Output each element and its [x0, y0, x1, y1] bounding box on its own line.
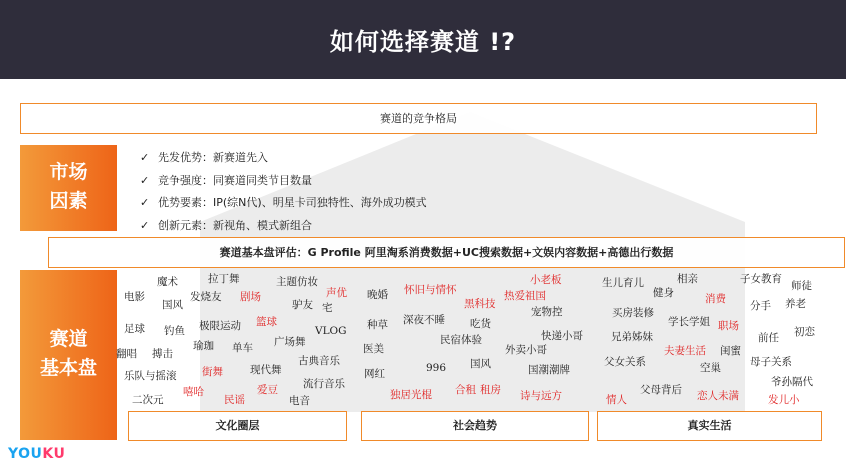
- word-tag-life: 父女关系: [604, 356, 646, 368]
- check-icon: ✓: [140, 173, 150, 187]
- word-tag-social: 种草: [367, 319, 388, 331]
- assessment-box: [48, 237, 845, 268]
- word-tag-culture: 单车: [232, 342, 253, 354]
- word-tag-culture: 搏击: [152, 348, 173, 360]
- word-tag-culture: 国风: [162, 299, 183, 311]
- word-tag-life: 消费: [705, 293, 726, 305]
- word-tag-culture: 乐队与摇滚: [124, 370, 177, 382]
- market-tag-line1: 市场: [49, 161, 88, 183]
- word-tag-life: 分手: [750, 300, 771, 312]
- word-tag-culture: 民谣: [224, 394, 245, 406]
- list-item: ✓ 竞争强度：同赛道同类节目数量: [140, 170, 427, 193]
- page-title: 如何选择赛道 !?: [329, 28, 517, 56]
- word-tag-culture: 驴友: [292, 299, 313, 311]
- word-tag-life: 生儿育儿: [602, 277, 644, 289]
- word-tag-social: 医美: [363, 343, 384, 355]
- word-tag-culture: 爱豆: [257, 384, 278, 396]
- word-tag-life: 夫妻生活: [664, 345, 706, 357]
- check-icon: ✓: [140, 218, 150, 232]
- list-item: ✓ 优势要素：IP(综N代)、明星卡司独特性、海外成功模式: [140, 192, 427, 215]
- word-tag-social: 吃货: [470, 318, 491, 330]
- word-tag-culture: 翻唱: [116, 348, 137, 360]
- base-tag: [20, 270, 117, 440]
- word-tag-social: 黑科技: [464, 298, 496, 310]
- word-tag-social: 国风: [470, 358, 491, 370]
- header-bar: [0, 0, 846, 79]
- check-icon: ✓: [140, 151, 150, 164]
- list-item: ✓ 先发优势：新赛道先入: [140, 147, 427, 170]
- word-tag-life: 父母背后: [640, 384, 682, 396]
- word-tag-life: 买房装修: [612, 307, 654, 319]
- word-tag-social: 合租: [455, 384, 476, 396]
- word-tag-social: 小老板: [530, 274, 562, 286]
- word-tag-culture: VLOG: [315, 325, 347, 337]
- youku-logo: YOUKU: [8, 446, 66, 462]
- competition-label: 赛道的竞争格局: [380, 112, 457, 125]
- word-tag-culture: 主题仿妆: [276, 276, 318, 288]
- word-tag-culture: 剧场: [240, 291, 261, 303]
- word-tag-culture: 瑜珈: [193, 340, 214, 352]
- word-tag-culture: 广场舞: [274, 336, 306, 348]
- word-tag-life: 母子关系: [750, 356, 792, 368]
- word-tag-life: 前任: [758, 332, 779, 344]
- word-tag-life: 师徒: [791, 280, 812, 292]
- market-bullet-list: [140, 147, 427, 237]
- word-tag-culture: 嘻哈: [183, 386, 204, 398]
- word-tag-social: 快递小哥: [541, 330, 583, 342]
- word-tag-culture: 魔术: [157, 276, 178, 288]
- list-item: ✓ 创新元素：新视角、模式新组合: [140, 215, 427, 238]
- word-tag-culture: 古典音乐: [298, 355, 340, 367]
- word-tag-life: 恋人未满: [697, 390, 739, 402]
- word-tag-culture: 发烧友: [190, 291, 222, 303]
- word-tag-social: 民宿体验: [440, 334, 482, 346]
- word-tag-life: 养老: [785, 298, 806, 310]
- word-tag-life: 发儿小: [768, 394, 800, 406]
- word-tag-culture: 足球: [124, 323, 145, 335]
- word-tag-culture: 电影: [124, 291, 145, 303]
- word-tag-culture: 钓鱼: [164, 325, 185, 337]
- footer-life: 真实生活: [597, 411, 822, 441]
- word-tag-culture: 二次元: [132, 394, 164, 406]
- word-tag-life: 子女教育: [740, 273, 782, 285]
- word-tag-life: 闺蜜: [720, 345, 741, 357]
- word-tag-social: 晚婚: [367, 289, 388, 301]
- word-tag-culture: 宅: [322, 302, 333, 314]
- base-tag-line1: 赛道: [49, 328, 88, 350]
- word-tag-life: 初恋: [794, 326, 815, 338]
- word-tag-social: 网红: [364, 368, 385, 380]
- word-tag-life: 情人: [606, 394, 627, 406]
- assessment-label: 赛道基本盘评估：G Profile 阿里淘系消费数据+UC搜索数据+文娱内容数据+高德出行数据: [219, 246, 674, 259]
- word-tag-culture: 现代舞: [250, 364, 282, 376]
- word-tag-social: 深夜不睡: [403, 314, 445, 326]
- word-tag-culture: 声优: [326, 287, 347, 299]
- word-tag-social: 国潮潮牌: [528, 364, 570, 376]
- word-tag-culture: 电音: [289, 395, 310, 407]
- footer-culture: 文化圈层: [128, 411, 347, 441]
- market-factors-tag: [20, 145, 117, 231]
- word-tag-life: 爷孙隔代: [771, 376, 813, 388]
- word-tag-life: 空巢: [700, 362, 721, 374]
- word-tag-social: 热爱祖国: [504, 290, 546, 302]
- word-tag-social: 独居光棍: [390, 389, 432, 401]
- competition-box: [20, 103, 817, 134]
- word-tag-social: 租房: [480, 384, 501, 396]
- word-tag-social: 诗与远方: [520, 390, 562, 402]
- word-tag-social: 宠物控: [531, 306, 563, 318]
- word-tag-culture: 拉丁舞: [208, 273, 240, 285]
- check-icon: ✓: [140, 196, 150, 209]
- word-tag-life: 学长学姐: [668, 316, 710, 328]
- word-tag-social: 外卖小哥: [505, 344, 547, 356]
- word-tag-culture: 街舞: [202, 366, 223, 378]
- word-tag-life: 相亲: [677, 273, 698, 285]
- word-tag-culture: 流行音乐: [303, 378, 345, 390]
- word-tag-social: 怀旧与情怀: [404, 284, 457, 296]
- market-tag-line2: 因素: [49, 190, 88, 212]
- word-tag-life: 职场: [718, 320, 739, 332]
- word-tag-life: 兄弟姊妹: [611, 331, 653, 343]
- base-tag-line2: 基本盘: [39, 357, 97, 379]
- word-tag-culture: 极限运动: [199, 320, 241, 332]
- word-tag-social: 996: [426, 362, 447, 374]
- word-tag-life: 健身: [653, 287, 674, 299]
- word-tag-culture: 篮球: [256, 316, 277, 328]
- footer-social: 社会趋势: [361, 411, 589, 441]
